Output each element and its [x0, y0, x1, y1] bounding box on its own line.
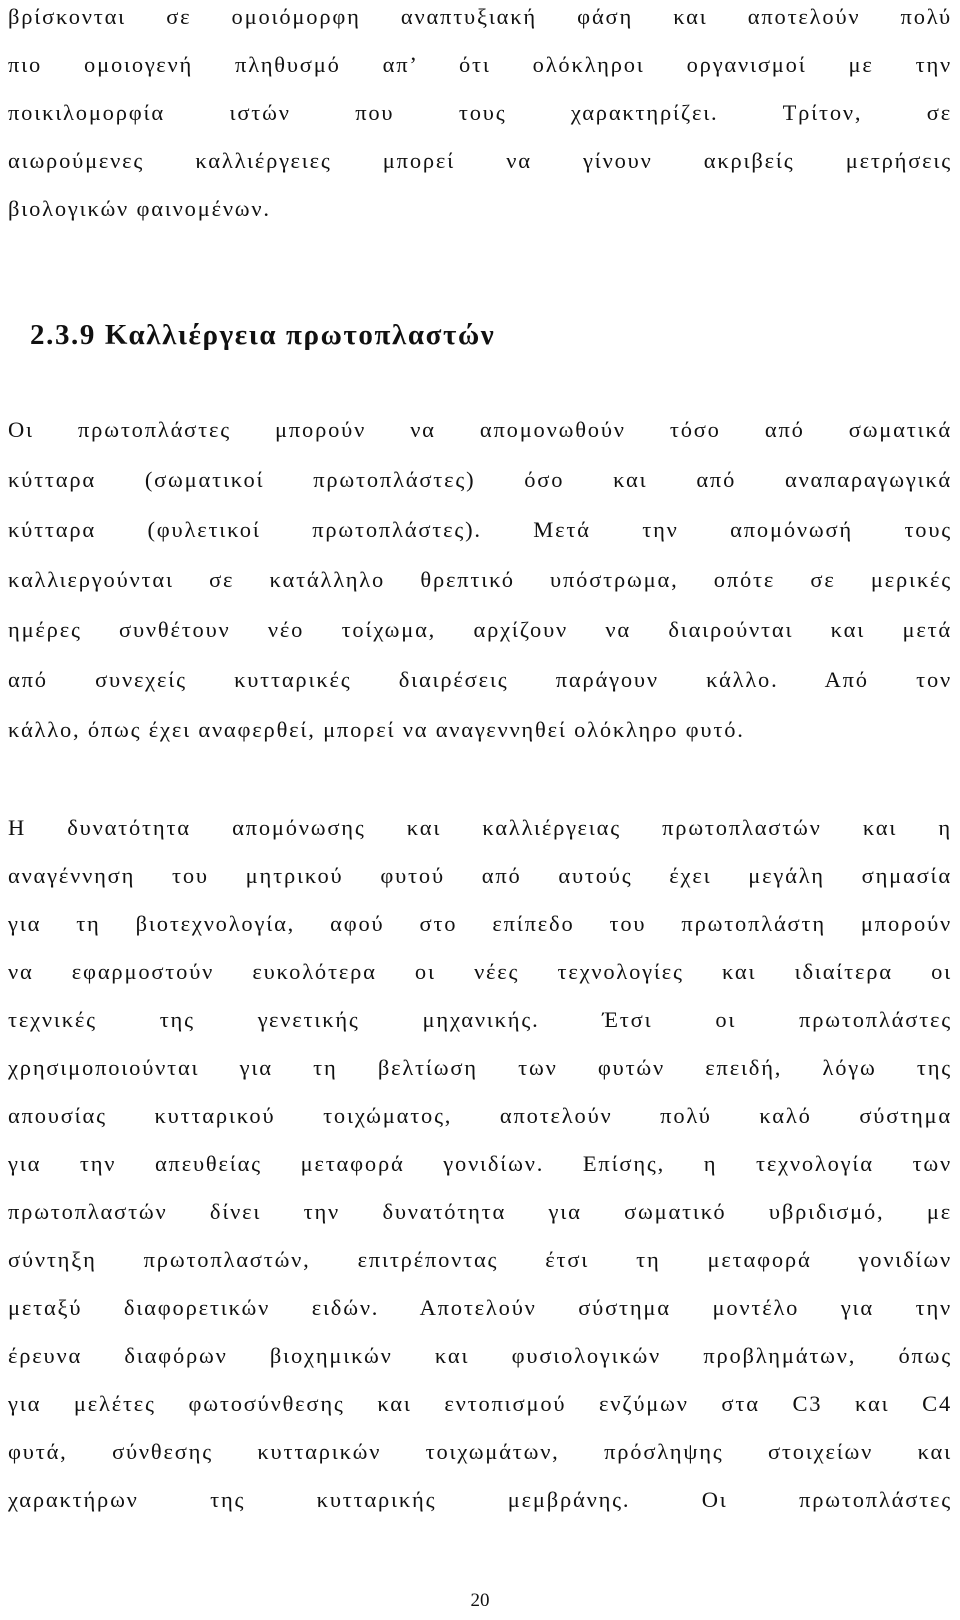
text-line: μεταξύ διαφορετικών ειδών. Αποτελούν σύστημα μοντέλο για την: [8, 1295, 952, 1320]
text-line: αναγέννηση του μητρικού φυτού από αυτούς έχει μεγάλη σημασία: [8, 863, 952, 888]
text-line: ημέρες συνθέτουν νέο τοίχωμα, αρχίζουν να διαιρούνται και μετά: [8, 617, 952, 642]
text-line: Η δυνατότητα απομόνωσης και καλλιέργειας πρωτοπλαστών και η: [8, 815, 952, 840]
text-line: για τη βιοτεχνολογία, αφού στο επίπεδο του πρωτοπλάστη μπορούν: [8, 911, 952, 936]
text-line: καλλιεργούνται σε κατάλληλο θρεπτικό υπόστρωμα, οπότε σε μερικές: [8, 567, 952, 592]
text-line: πρωτοπλαστών δίνει την δυνατότητα για σωματικό υβριδισμό, με: [8, 1199, 952, 1224]
text-line: πιο ομοιογενή πληθυσμό απ’ ότι ολόκληροι οργανισμοί με την: [8, 52, 952, 77]
text-line: φυτά, σύνθεσης κυτταρικών τοιχωμάτων, πρόσληψης στοιχείων και: [8, 1439, 952, 1464]
text-line: αιωρούμενες καλλιέργειες μπορεί να γίνουν ακριβείς μετρήσεις: [8, 148, 952, 173]
text-line: έρευνα διαφόρων βιοχημικών και φυσιολογικών προβλημάτων, όπως: [8, 1343, 952, 1368]
page-number: 20: [470, 1590, 490, 1611]
text-line: ποικιλομορφία ιστών που τους χαρακτηρίζει. Τρίτον, σε: [8, 100, 952, 125]
text-line: από συνεχείς κυτταρικές διαιρέσεις παράγουν κάλλο. Από τον: [8, 667, 952, 692]
text-line: να εφαρμοστούν ευκολότερα οι νέες τεχνολογίες και ιδιαίτερα οι: [8, 959, 952, 984]
text-line: τεχνικές της γενετικής μηχανικής. Έτσι οι πρωτοπλάστες: [8, 1007, 952, 1032]
text-line: κύτταρα (σωματικοί πρωτοπλάστες) όσο και από αναπαραγωγικά: [8, 467, 952, 492]
text-line: απουσίας κυτταρικού τοιχώματος, αποτελούν πολύ καλό σύστημα: [8, 1103, 952, 1128]
text-line: βρίσκονται σε ομοιόμορφη αναπτυξιακή φάση και αποτελούν πολύ: [8, 4, 952, 29]
text-line: κύτταρα (φυλετικοί πρωτοπλάστες). Μετά την απομόνωσή τους: [8, 517, 952, 542]
text-line: για την απευθείας μεταφορά γονιδίων. Επίσης, η τεχνολογία των: [8, 1151, 952, 1176]
section-heading: 2.3.9 Καλλιέργεια πρωτοπλαστών: [30, 319, 496, 351]
text-line: χαρακτήρων της κυτταρικής μεμβράνης. Οι πρωτοπλάστες: [8, 1487, 952, 1512]
text-line: βιολογικών φαινομένων.: [8, 196, 271, 221]
text-line: Οι πρωτοπλάστες μπορούν να απομονωθούν τόσο από σωματικά: [8, 417, 952, 442]
text-line: κάλλο, όπως έχει αναφερθεί, μπορεί να αναγεννηθεί ολόκληρο φυτό.: [8, 717, 745, 742]
text-line: χρησιμοποιούνται για τη βελτίωση των φυτών επειδή, λόγω της: [8, 1055, 952, 1080]
text-line: για μελέτες φωτοσύνθεσης και εντοπισμού ενζύμων στα C3 και C4: [8, 1391, 952, 1416]
text-line: σύντηξη πρωτοπλαστών, επιτρέποντας έτσι τη μεταφορά γονιδίων: [8, 1247, 952, 1272]
